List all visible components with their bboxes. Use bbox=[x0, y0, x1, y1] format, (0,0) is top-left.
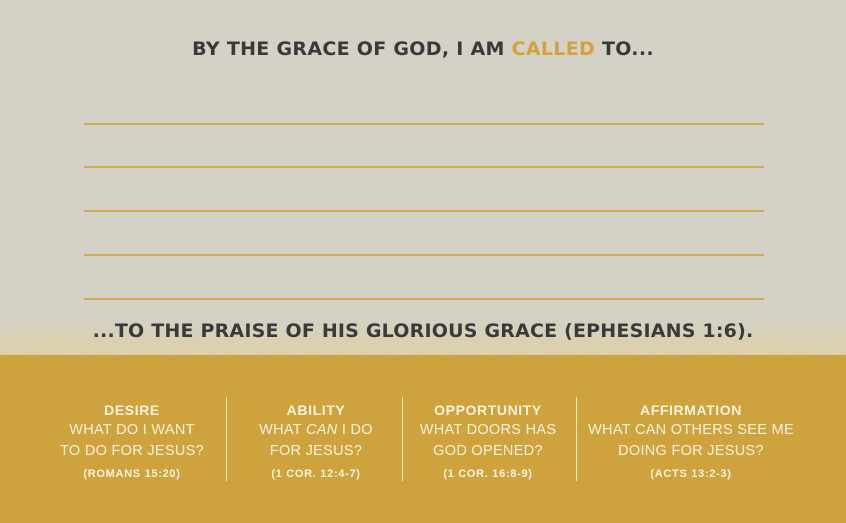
column-title: OPPORTUNITY bbox=[434, 402, 542, 418]
column-question-line: WHAT CAN OTHERS SEE ME bbox=[588, 422, 794, 438]
question-part: WHAT bbox=[259, 422, 307, 438]
question-emphasis: CAN bbox=[306, 422, 338, 438]
column-reference: (ACTS 13:2-3) bbox=[650, 468, 732, 480]
column-title: ABILITY bbox=[286, 402, 346, 418]
column-title: AFFIRMATION bbox=[640, 402, 742, 418]
writing-line-4 bbox=[84, 254, 764, 256]
column-question-line: WHAT DO I WANT bbox=[69, 422, 195, 438]
question-part: I DO bbox=[337, 422, 373, 438]
column-affirmation bbox=[586, 400, 796, 480]
column-question-line: FOR JESUS? bbox=[269, 443, 363, 459]
writing-line-3 bbox=[84, 210, 764, 212]
column-question-line: GOD OPENED? bbox=[433, 443, 543, 459]
column-question-line: DOING FOR JESUS? bbox=[618, 443, 764, 459]
column-divider bbox=[402, 397, 403, 481]
column-question-line bbox=[236, 420, 396, 441]
heading-text-before: BY THE GRACE OF GOD, I AM bbox=[192, 38, 512, 60]
heading-text-after: TO... bbox=[595, 38, 654, 60]
writing-line-2 bbox=[84, 166, 764, 168]
heading-accent-word: CALLED bbox=[511, 38, 596, 60]
column-question-line: WHAT DOORS HAS bbox=[419, 422, 557, 438]
column-ability bbox=[236, 400, 396, 480]
column-opportunity bbox=[410, 400, 566, 480]
writing-line-5 bbox=[84, 298, 764, 300]
column-desire bbox=[52, 400, 212, 480]
column-reference: (1 COR. 16:8-9) bbox=[443, 468, 533, 480]
page-heading bbox=[0, 38, 846, 60]
writing-line-1 bbox=[84, 123, 764, 125]
column-title: DESIRE bbox=[104, 402, 160, 418]
column-question-line: TO DO FOR JESUS? bbox=[60, 443, 204, 459]
column-divider bbox=[226, 397, 227, 481]
column-reference: (ROMANS 15:20) bbox=[83, 468, 181, 480]
closing-verse: ...TO THE PRAISE OF HIS GLORIOUS GRACE (EPHESIANS 1:6). bbox=[92, 320, 754, 342]
column-divider bbox=[576, 397, 577, 481]
column-reference: (1 COR. 12:4-7) bbox=[271, 468, 361, 480]
